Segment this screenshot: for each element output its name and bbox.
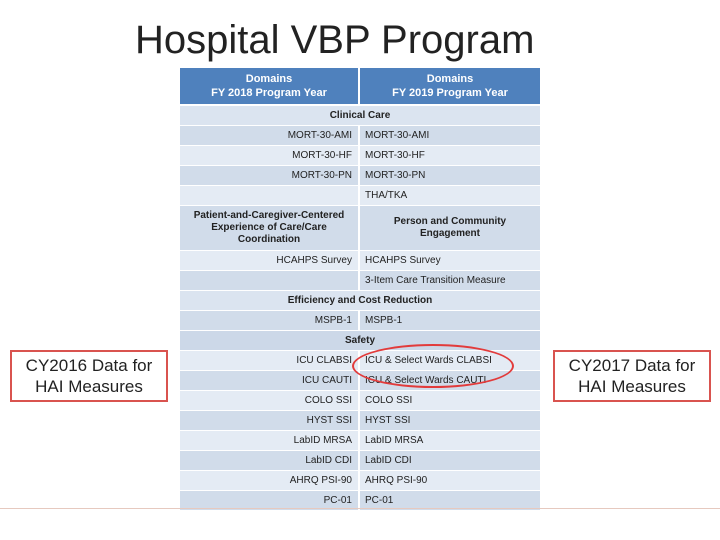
fy2018-measure: MORT-30-PN bbox=[180, 166, 358, 185]
table-row bbox=[180, 166, 540, 185]
domain-line: Engagement bbox=[419, 228, 480, 239]
cy2016-callout bbox=[10, 350, 168, 402]
table-row bbox=[180, 411, 540, 430]
domain-line: Experience of Care/Care bbox=[211, 222, 327, 233]
fy2018-measure: ICU CLABSI bbox=[180, 351, 358, 370]
fy2019-measure: LabID CDI bbox=[360, 451, 540, 470]
callout-line: HAI Measures bbox=[35, 377, 143, 396]
domains-table bbox=[180, 68, 540, 511]
domain-line: Coordination bbox=[237, 234, 301, 245]
section-label: Efficiency and Cost Reduction bbox=[180, 291, 540, 310]
fy2018-measure bbox=[180, 271, 358, 290]
fy2019-measure: 3-Item Care Transition Measure bbox=[360, 271, 540, 290]
fy2018-measure: MORT-30-AMI bbox=[180, 126, 358, 145]
table-row bbox=[180, 311, 540, 330]
table-row bbox=[180, 471, 540, 490]
table-row bbox=[180, 271, 540, 290]
callout-line: CY2017 Data for bbox=[568, 356, 696, 375]
fy2019-measure: HYST SSI bbox=[360, 411, 540, 430]
section-clinical-care bbox=[180, 106, 540, 125]
fy2018-measure: LabID MRSA bbox=[180, 431, 358, 450]
fy2018-measure: MORT-30-HF bbox=[180, 146, 358, 165]
header-fy2019-line2: FY 2019 Program Year bbox=[392, 87, 508, 99]
table-row bbox=[180, 126, 540, 145]
slide-title: Hospital VBP Program bbox=[135, 18, 535, 62]
header-fy2018 bbox=[180, 68, 358, 104]
header-fy2018-line2: FY 2018 Program Year bbox=[211, 87, 327, 99]
fy2018-measure: PC-01 bbox=[180, 491, 358, 510]
table-row bbox=[180, 431, 540, 450]
cy2017-callout bbox=[553, 350, 711, 402]
fy2018-measure: MSPB-1 bbox=[180, 311, 358, 330]
fy2019-measure: MORT-30-HF bbox=[360, 146, 540, 165]
fy2019-measure: ICU & Select Wards CAUTI bbox=[360, 371, 540, 390]
section-efficiency bbox=[180, 291, 540, 310]
section-safety bbox=[180, 331, 540, 350]
table-row bbox=[180, 146, 540, 165]
fy2018-measure: HCAHPS Survey bbox=[180, 251, 358, 270]
section-experience bbox=[180, 206, 540, 250]
fy2019-measure: ICU & Select Wards CLABSI bbox=[360, 351, 540, 370]
header-fy2019-line1: Domains bbox=[426, 73, 474, 85]
fy2019-measure: PC-01 bbox=[360, 491, 540, 510]
fy2019-measure: AHRQ PSI-90 bbox=[360, 471, 540, 490]
table-row bbox=[180, 251, 540, 270]
fy2019-measure: HCAHPS Survey bbox=[360, 251, 540, 270]
header-fy2019 bbox=[360, 68, 540, 104]
header-fy2018-line1: Domains bbox=[245, 73, 293, 85]
fy2019-measure: THA/TKA bbox=[360, 186, 540, 205]
fy2018-measure bbox=[180, 186, 358, 205]
fy2018-measure: COLO SSI bbox=[180, 391, 358, 410]
domain-line: Person and Community bbox=[393, 216, 507, 227]
fy2019-domain-label bbox=[360, 206, 540, 250]
callout-line: HAI Measures bbox=[578, 377, 686, 396]
fy2019-measure: MORT-30-AMI bbox=[360, 126, 540, 145]
table-row bbox=[180, 451, 540, 470]
fy2019-measure: MSPB-1 bbox=[360, 311, 540, 330]
fy2019-measure: MORT-30-PN bbox=[360, 166, 540, 185]
fy2018-measure: ICU CAUTI bbox=[180, 371, 358, 390]
fy2018-domain-label bbox=[180, 206, 358, 250]
section-label: Safety bbox=[180, 331, 540, 350]
fy2018-measure: LabID CDI bbox=[180, 451, 358, 470]
footer-divider bbox=[0, 508, 720, 509]
fy2018-measure: HYST SSI bbox=[180, 411, 358, 430]
hai-highlight-oval bbox=[352, 344, 514, 388]
table-header bbox=[180, 68, 540, 104]
fy2019-measure: LabID MRSA bbox=[360, 431, 540, 450]
fy2019-measure: COLO SSI bbox=[360, 391, 540, 410]
callout-line: CY2016 Data for bbox=[25, 356, 153, 375]
table-row bbox=[180, 186, 540, 205]
table-row bbox=[180, 391, 540, 410]
fy2018-measure: AHRQ PSI-90 bbox=[180, 471, 358, 490]
section-label: Clinical Care bbox=[180, 106, 540, 125]
domain-line: Patient-and-Caregiver-Centered bbox=[193, 210, 345, 221]
